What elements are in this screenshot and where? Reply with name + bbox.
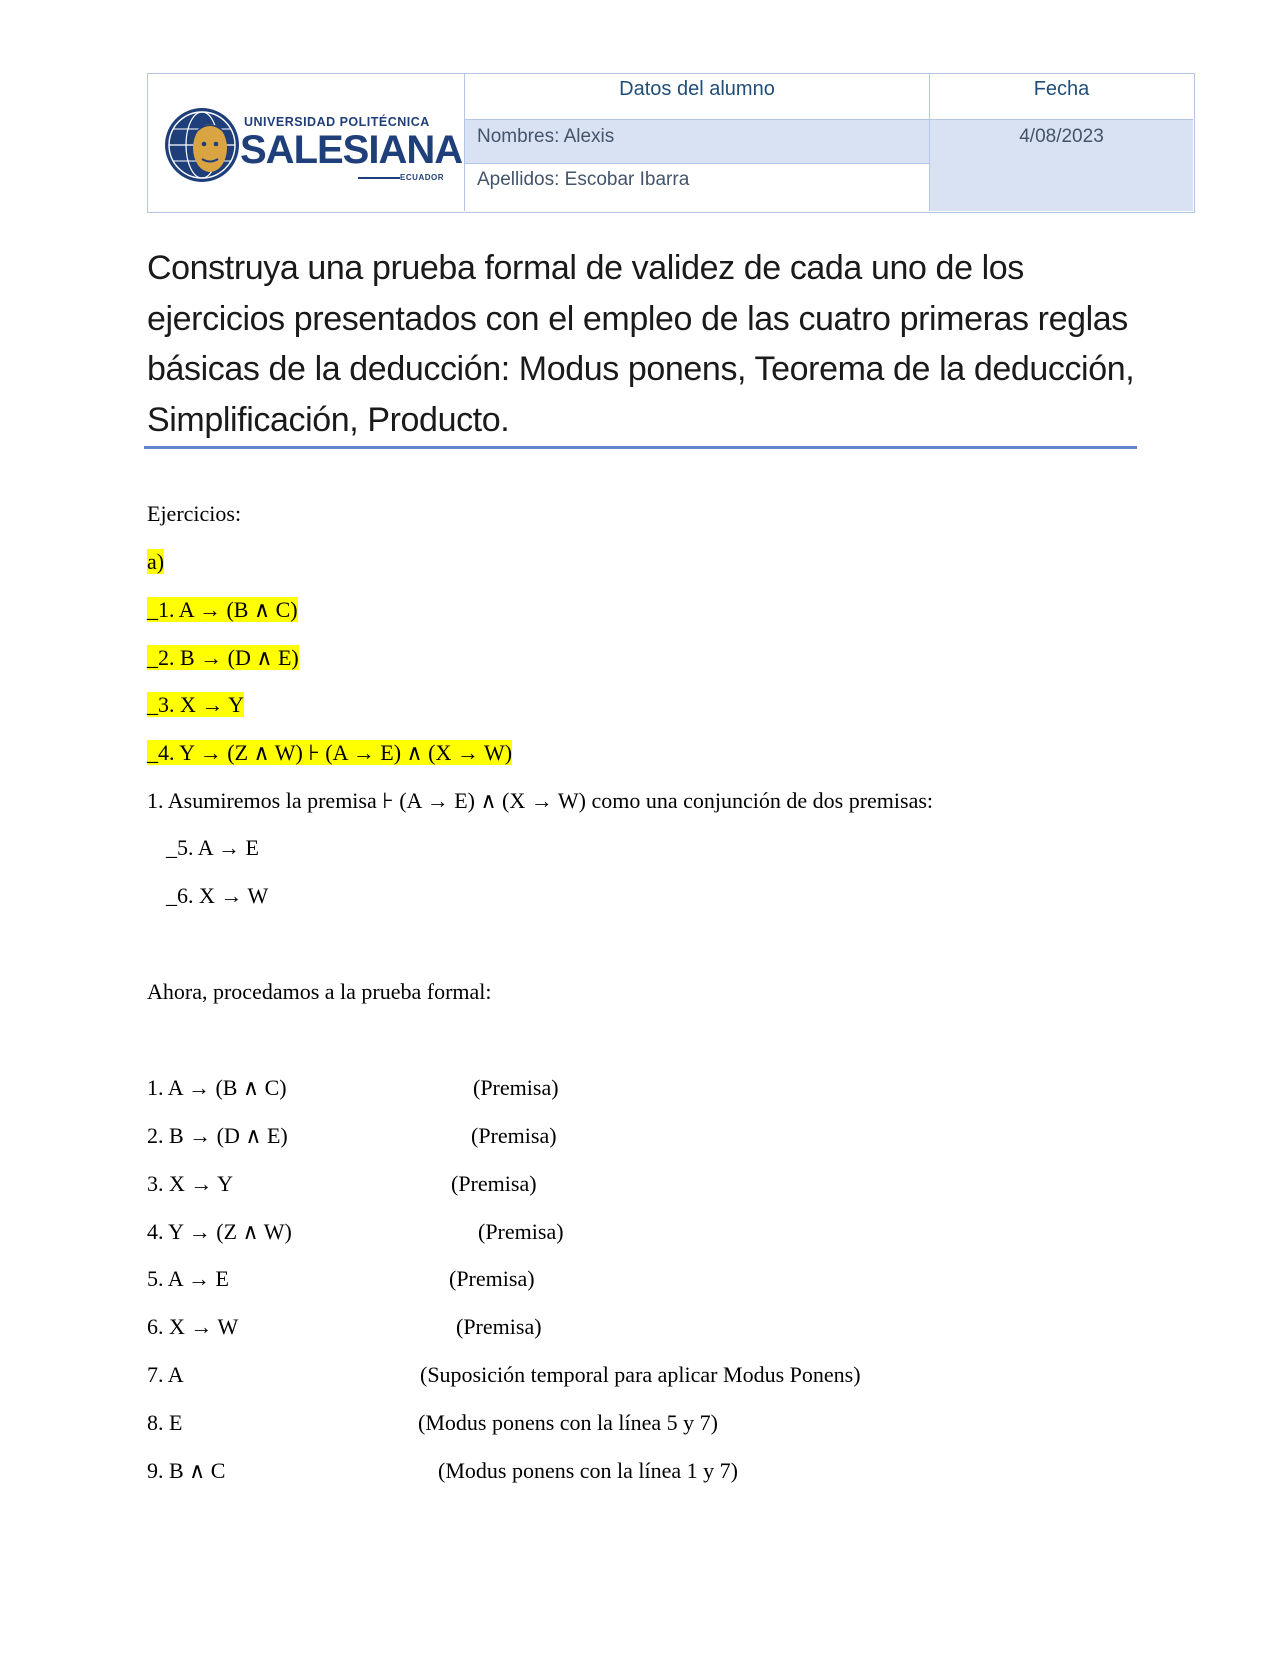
apellidos-field: Apellidos: Escobar Ibarra — [465, 164, 930, 211]
fecha-header: Fecha — [930, 74, 1193, 120]
title-divider — [144, 446, 1137, 449]
university-logo — [162, 104, 462, 186]
proof-formula: 4. Y → (Z ∧ W) — [147, 1219, 292, 1244]
exercise-premise: _4. Y → (Z ∧ W) ⊦ (A → E) ∧ (X → W) — [147, 740, 513, 765]
proof-formula: 7. A — [147, 1362, 184, 1387]
exercise-premise: _2. B → (D ∧ E) — [147, 645, 299, 670]
assumption-item: _5. A → E — [166, 835, 259, 860]
logo-brand: SALESIANA — [240, 128, 463, 172]
exercise-premise: _1. A → (B ∧ C) — [147, 597, 298, 622]
proof-reason: (Premisa) — [473, 1075, 559, 1100]
proof-formula: 5. A → E — [147, 1266, 229, 1291]
proof-formula: 9. B ∧ C — [147, 1458, 226, 1483]
exercise-label: a) — [147, 549, 165, 574]
proof-formula: 3. X → Y — [147, 1171, 233, 1196]
proof-intro: Ahora, procedamos a la prueba formal: — [147, 979, 492, 1004]
proof-formula: 6. X → W — [147, 1314, 239, 1339]
proof-reason: (Modus ponens con la línea 1 y 7) — [438, 1458, 738, 1483]
proof-formula: 2. B → (D ∧ E) — [147, 1123, 288, 1148]
logo-cell — [148, 74, 465, 211]
proof-formula: 1. A → (B ∧ C) — [147, 1075, 287, 1100]
logo-university-line: UNIVERSIDAD POLITÉCNICA — [244, 115, 430, 129]
fecha-value: 4/08/2023 — [930, 120, 1193, 211]
nombres-field: Nombres: Alexis — [465, 120, 930, 164]
exercise-premise: _3. X → Y — [147, 692, 244, 717]
assumption-item: _6. X → W — [166, 883, 269, 908]
proof-reason: (Premisa) — [449, 1266, 535, 1291]
page-title: Construya una prueba formal de validez de cada uno de los ejercicios presentados con el empleo de las cuatro primeras reglas básicas de la deducción: Modus ponens, Teorema de la deducción, Simplificación, Producto. — [147, 249, 1135, 439]
ejercicios-label: Ejercicios: — [147, 501, 242, 526]
logo-country: ECUADOR — [400, 173, 444, 182]
student-header-table — [147, 73, 1195, 213]
proof-reason: (Premisa) — [456, 1314, 542, 1339]
proof-reason: (Suposición temporal para aplicar Modus Ponens) — [420, 1362, 861, 1387]
proof-reason: (Premisa) — [451, 1171, 537, 1196]
proof-reason: (Premisa) — [471, 1123, 557, 1148]
proof-formula: 8. E — [147, 1410, 183, 1435]
logo-divider — [358, 177, 400, 179]
proof-reason: (Modus ponens con la línea 5 y 7) — [418, 1410, 718, 1435]
globe-portrait-icon — [162, 104, 246, 186]
assumption-text: 1. Asumiremos la premisa ⊦ (A → E) ∧ (X → W) como una conjunción de dos premisas: — [147, 788, 934, 813]
proof-reason: (Premisa) — [478, 1219, 564, 1244]
datos-header: Datos del alumno — [465, 74, 930, 120]
